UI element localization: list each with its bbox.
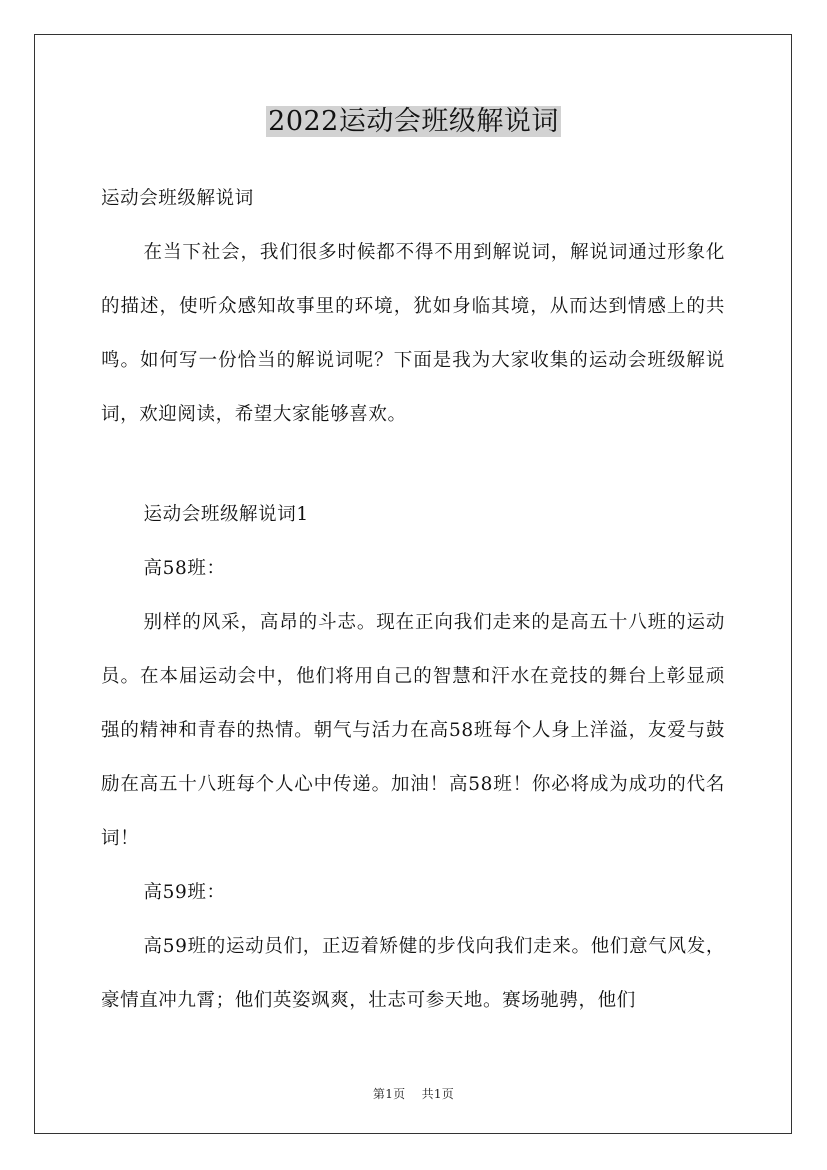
document-body <box>101 172 725 1028</box>
paragraph-spacer <box>101 442 725 488</box>
intro-heading: 运动会班级解说词 <box>101 188 254 209</box>
section-heading-1: 运动会班级解说词1 <box>143 504 309 525</box>
document-title <box>0 100 827 144</box>
class-58-paragraph: 别样的风采，高昂的斗志。现在正向我们走来的是高五十八班的运动员。在本届运动会中，他们将用自己的智慧和汗水在竞技的舞台上彰显顽强的精神和青春的热情。朝气与活力在高58班每个人身上洋溢，友爱与鼓励在高五十八班每个人心中传递。加油！高58班！你必将成为成功的代名词！ <box>101 612 725 849</box>
document-title-text: 2022运动会班级解说词 <box>268 106 559 137</box>
intro-paragraph: 在当下社会，我们很多时候都不得不用到解说词，解说词通过形象化的描述，使听众感知故事里的环境，犹如身临其境，从而达到情感上的共鸣。如何写一份恰当的解说词呢？下面是我为大家收集的运动会班级解说词，欢迎阅读，希望大家能够喜欢。 <box>101 242 725 425</box>
class-59-heading: 高59班： <box>143 882 226 903</box>
page-footer <box>0 1085 827 1102</box>
page-total-label: 共1页 <box>421 1087 455 1101</box>
class-59-paragraph: 高59班的运动员们，正迈着矫健的步伐向我们走来。他们意气风发，豪情直冲九霄；他们英姿飒爽，壮志可参天地。赛场驰骋，他们 <box>101 936 725 1011</box>
class-58-heading: 高58班： <box>143 558 226 579</box>
page-current-label: 第1页 <box>372 1087 406 1101</box>
